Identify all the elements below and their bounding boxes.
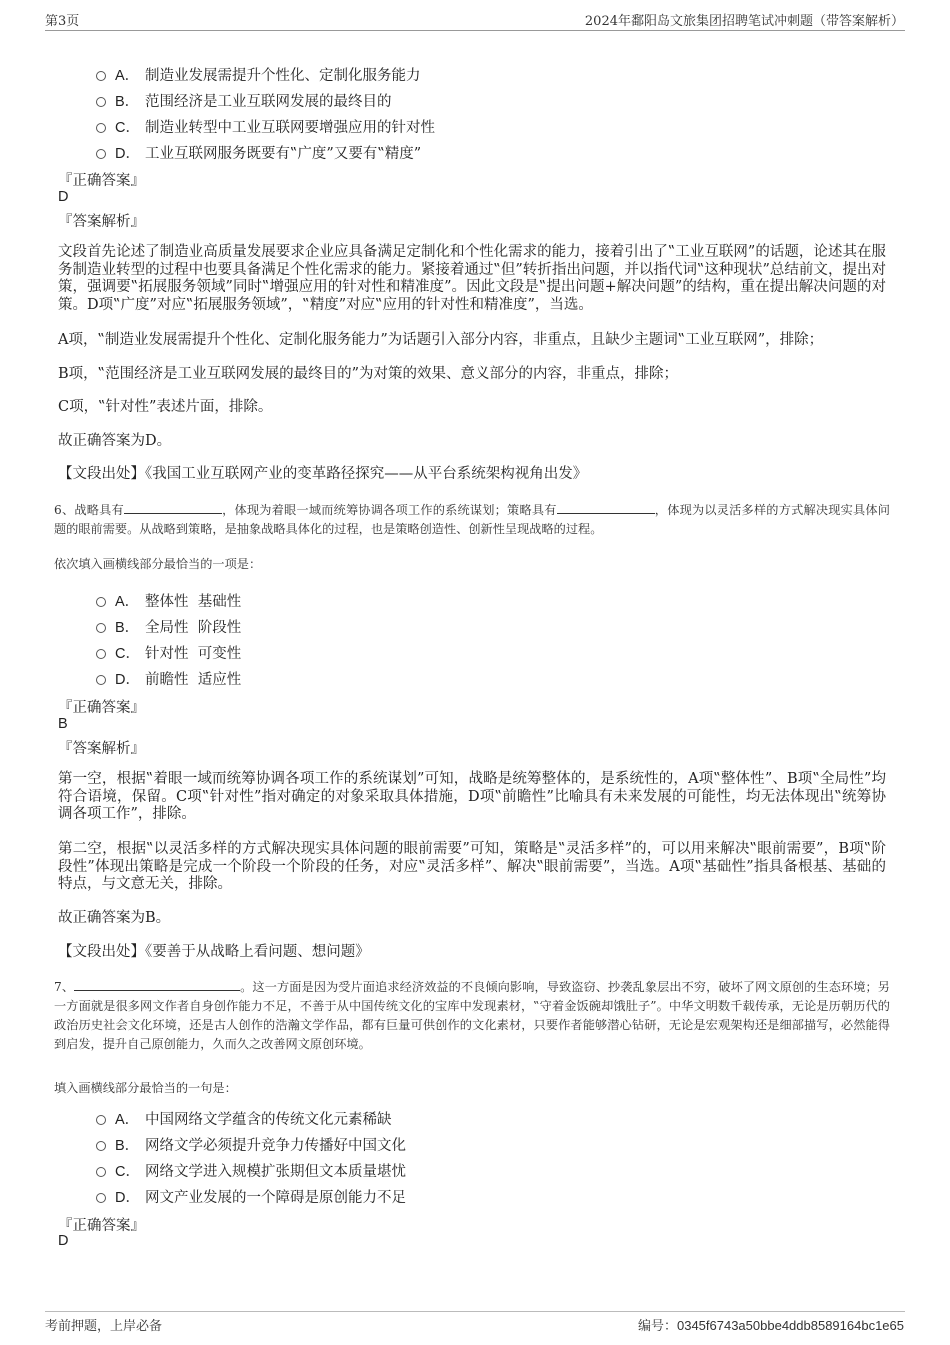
- q7-answer: D: [58, 1233, 69, 1249]
- radio-icon[interactable]: [96, 97, 106, 107]
- q6-option-c[interactable]: C． 针对性 可变性: [96, 642, 241, 663]
- radio-icon[interactable]: [96, 675, 106, 685]
- radio-icon[interactable]: [96, 597, 106, 607]
- radio-icon[interactable]: [96, 1141, 106, 1151]
- q5-conclusion: 故正确答案为D。: [58, 433, 172, 449]
- q7-prompt: 填入画横线部分最恰当的一句是：: [54, 1081, 237, 1095]
- document-title: 2024年鄱阳岛文旅集团招聘笔试冲刺题（带答案解析）: [584, 14, 904, 29]
- q7-stem: 7、 。这一方面是因为受片面追求经济效益的不良倾向影响，导致盗窃、抄袭乱象层出不穷，破坏了网文原创的生态环境；另一方面就是很多网文作者自身创作能力不足，不善于从中国传统文化的宝库中发现素材，‟守着金饭碗却饿肚子”。中华文明数千载传承，无论是历朝历代的政治历史社会文化环境，还是古人创作的浩瀚文学作品，都有巨量可供创作的文化素材，只要作者能够潜心钻研，无论是宏观架构还是细部描写，必然能得到启发，提升自己原创能力，久而久之改善网文原创环境。: [54, 980, 890, 1051]
- q6-analysis-label: 『答案解析』: [58, 741, 145, 757]
- radio-icon[interactable]: [96, 149, 106, 159]
- q5-option-d[interactable]: D． 工业互联网服务既要有‟广度”又要有‟精度”: [96, 142, 421, 163]
- footer-divider: [45, 1311, 905, 1312]
- q7-option-d[interactable]: D． 网文产业发展的一个障碍是原创能力不足: [96, 1186, 406, 1207]
- q5-analysis-option-a: A项，‟制造业发展需提升个性化、定制化服务能力”为话题引入部分内容，非重点，且缺少主题词‟工业互联网”，排除；: [58, 332, 824, 348]
- q6-analysis-paragraph-1: 第一空，根据‟着眼一域而统筹协调各项工作的系统谋划”可知，战略是统筹整体的，是系统性的，A项‟整体性”、B项‟全局性”均符合语境，保留。C项‟针对性”指对确定的对象采取具体措施，D项‟前瞻性”比喻具有未来发展的可能性，均无法体现出‟统筹协调各项工作”，排除。: [58, 771, 886, 822]
- q7-option-b[interactable]: B． 网络文学必须提升竞争力传播好中国文化: [96, 1134, 406, 1155]
- q7-option-a[interactable]: A． 中国网络文学蕴含的传统文化元素稀缺: [96, 1108, 392, 1129]
- q5-option-b[interactable]: B． 范围经济是工业互联网发展的最终目的: [96, 90, 392, 111]
- fill-blank: [557, 501, 655, 514]
- q5-analysis-paragraph: 文段首先论述了制造业高质量发展要求企业应具备满足定制化和个性化需求的能力，接着引出了‟工业互联网”的话题，论述其在服务制造业转型的过程中也要具备满足个性化需求的能力。紧接着通过‟但”转折指出问题，并以指代词‟这种现状”总结前文，提出对策，强调要‟拓展服务领域”同时‟增强应用的针对性和精准度”。因此文段是‟提出问题+解决问题”的结构，重在提出解决问题的对策。D项‟广度”对应‟拓展服务领域”，‟精度”对应‟应用的针对性和精准度”，当选。: [58, 244, 886, 313]
- header-divider: [45, 30, 905, 31]
- q5-analysis-option-b: B项，‟范围经济是工业互联网发展的最终目的”为对策的效果、意义部分的内容，非重点，排除；: [58, 366, 678, 382]
- q6-analysis-paragraph-2: 第二空，根据‟以灵活多样的方式解决现实具体问题的眼前需要”可知，策略是‟灵活多样”的，可以用来解决‟眼前需要”，B项‟阶段性”体现出策略是完成一个阶段一个阶段的任务，对应‟灵活多样”、解决‟眼前需要”，当选。A项‟基础性”指具备根基、基础的特点，与文意无关，排除。: [58, 841, 886, 892]
- footer-slogan: 考前押题，上岸必备: [45, 1319, 163, 1334]
- fill-blank: [74, 978, 240, 991]
- fill-blank: [124, 501, 222, 514]
- q6-source: 【文段出处】《要善于从战略上看问题、想问题》: [58, 944, 370, 960]
- footer-id: 编号：0345f6743a50bbe4ddb8589164bc1e65: [637, 1318, 904, 1333]
- q5-correct-label: 『正确答案』: [58, 173, 145, 189]
- q6-option-b[interactable]: B． 全局性 阶段性: [96, 616, 241, 637]
- radio-icon[interactable]: [96, 649, 106, 659]
- q6-correct-label: 『正确答案』: [58, 700, 145, 716]
- q5-analysis-label: 『答案解析』: [58, 214, 145, 230]
- q6-prompt: 依次填入画横线部分最恰当的一项是：: [54, 557, 262, 571]
- q5-source: 【文段出处】《我国工业互联网产业的变革路径探究——从平台系统架构视角出发》: [58, 466, 588, 482]
- radio-icon[interactable]: [96, 71, 106, 81]
- q5-option-a[interactable]: A． 制造业发展需提升个性化、定制化服务能力: [96, 64, 421, 85]
- q7-option-c[interactable]: C． 网络文学进入规模扩张期但文本质量堪忧: [96, 1160, 406, 1181]
- q6-answer: B: [58, 716, 68, 732]
- radio-icon[interactable]: [96, 1193, 106, 1203]
- radio-icon[interactable]: [96, 1167, 106, 1177]
- q6-option-d[interactable]: D． 前瞻性 适应性: [96, 668, 241, 689]
- q5-analysis-option-c: C项，‟针对性”表述片面，排除。: [58, 399, 273, 415]
- q6-conclusion: 故正确答案为B。: [58, 910, 171, 926]
- radio-icon[interactable]: [96, 1115, 106, 1125]
- radio-icon[interactable]: [96, 123, 106, 133]
- q5-answer: D: [58, 189, 69, 205]
- q5-option-c[interactable]: C． 制造业转型中工业互联网要增强应用的针对性: [96, 116, 435, 137]
- radio-icon[interactable]: [96, 623, 106, 633]
- q6-option-a[interactable]: A． 整体性 基础性: [96, 590, 241, 611]
- q6-stem: 6、战略具有 ，体现为着眼一域而统筹协调各项工作的系统谋划；策略具有 ，体现为以灵活多样的方式解决现实具体问题的眼前需要。从战略到策略，是抽象战略具体化的过程，也是策略创造性、创新性呈现战略的过程。: [54, 503, 890, 536]
- page-number: 第3页: [45, 14, 80, 29]
- q7-correct-label: 『正确答案』: [58, 1218, 145, 1234]
